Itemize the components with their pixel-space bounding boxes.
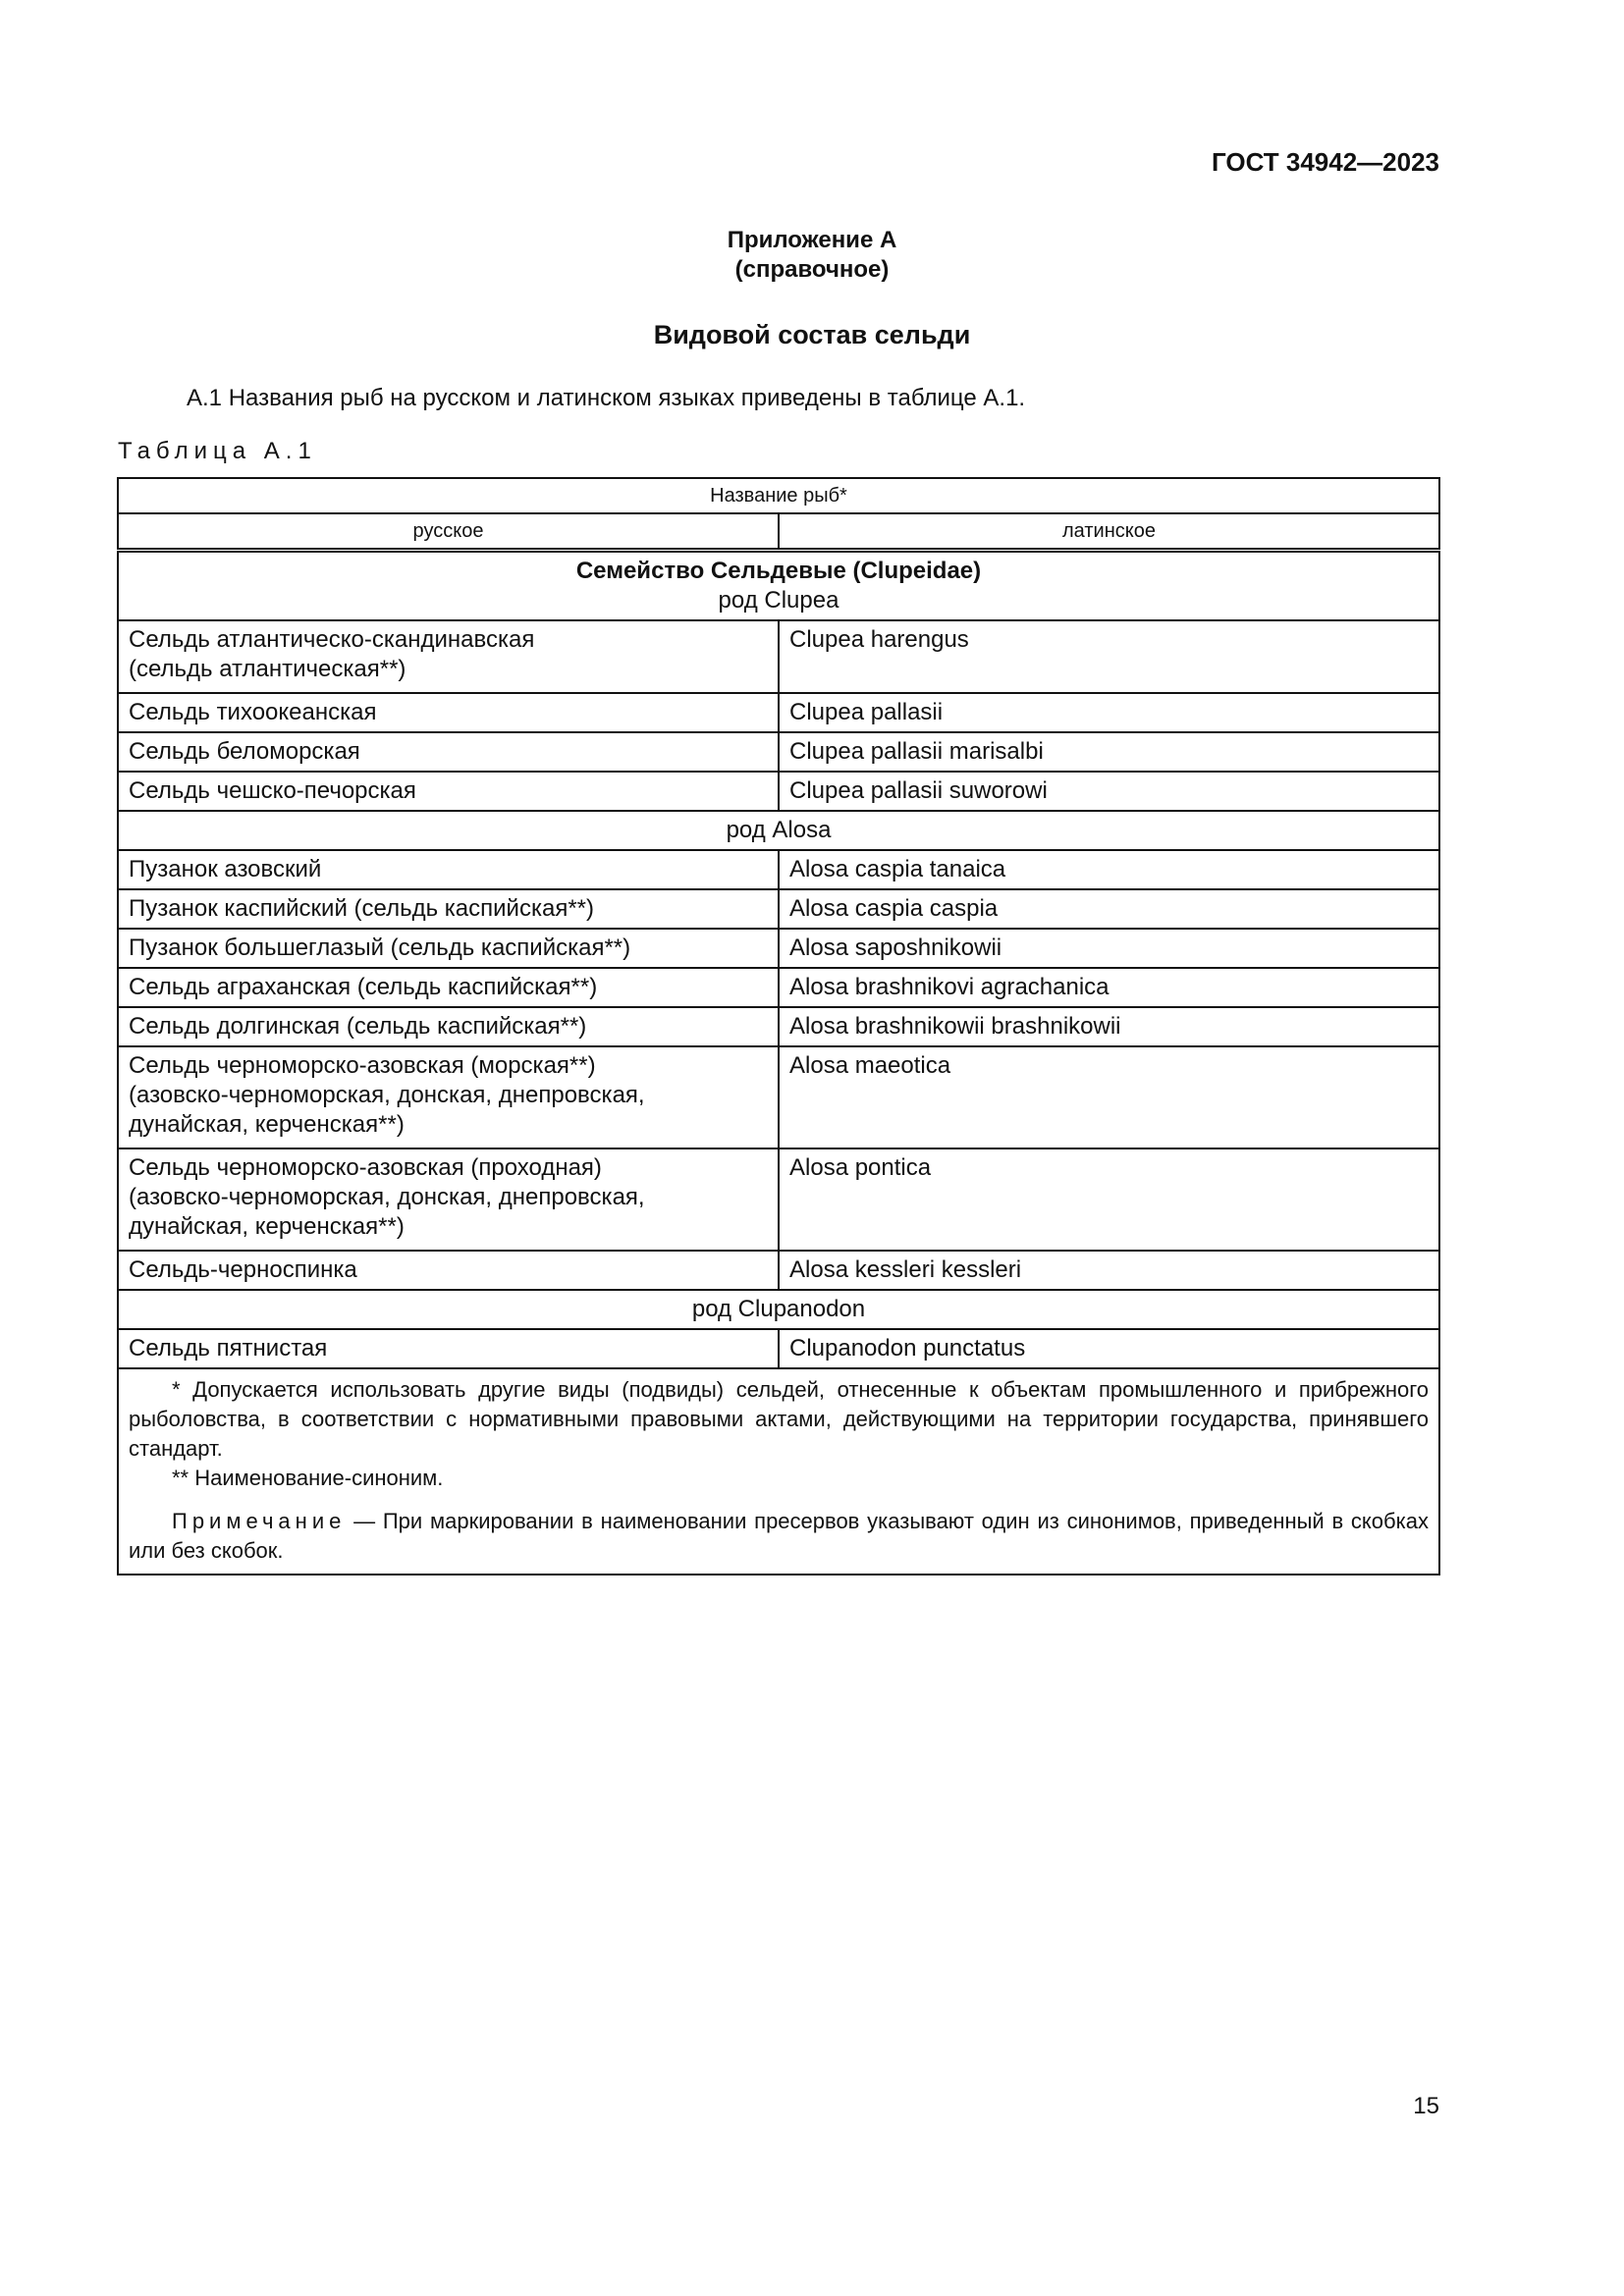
lat-name: Clupea pallasii marisalbi (779, 732, 1439, 772)
ru-name: Сельдь пятнистая (118, 1329, 779, 1368)
ru-name-line: Сельдь черноморско-азовская (проходная) (129, 1154, 602, 1181)
table-row (118, 968, 1439, 1007)
footnote-2: ** Наименование-синоним. (172, 1466, 444, 1490)
annex-heading (0, 226, 1624, 285)
lat-name: Clupea pallasii (779, 693, 1439, 732)
genus-clupea: род Clupea (718, 587, 839, 614)
ru-name (118, 620, 779, 693)
section-title: Видовой состав сельди (653, 320, 971, 349)
annex-subtitle: (справочное) (734, 256, 890, 283)
table-row (118, 1046, 1439, 1148)
lat-name: Alosa caspia tanaica (779, 850, 1439, 889)
ru-name: Сельдь аграханская (сельдь каспийская**) (118, 968, 779, 1007)
table-row (118, 1148, 1439, 1251)
ru-name: Сельдь чешско-печорская (118, 772, 779, 811)
table-row (118, 1007, 1439, 1046)
note-label: Примечание (172, 1509, 347, 1533)
lat-name: Alosa saposhnikowii (779, 929, 1439, 968)
ru-name-line: (азовско-черноморская, донская, днепровская, (129, 1184, 645, 1210)
species-table (117, 477, 1440, 1575)
header-latin: латинское (779, 513, 1439, 551)
genus-row (118, 1290, 1439, 1329)
table-note (129, 1507, 1429, 1566)
ru-name: Сельдь тихоокеанская (118, 693, 779, 732)
ru-name-line: (сельдь атлантическая**) (129, 656, 406, 682)
table-row (118, 889, 1439, 929)
lat-name: Clupea harengus (779, 620, 1439, 693)
annex-title: Приложение А (727, 227, 897, 253)
ru-name-line: дунайская, керченская**) (129, 1111, 405, 1138)
lat-name: Alosa caspia caspia (779, 889, 1439, 929)
footnote-row (118, 1368, 1439, 1575)
genus-row (118, 811, 1439, 850)
family-row (118, 551, 1439, 621)
page-number: 15 (1413, 2093, 1439, 2119)
ru-name: Пузанок азовский (118, 850, 779, 889)
footnotes-cell (118, 1368, 1439, 1575)
genus-clupanodon: род Clupanodon (118, 1290, 1439, 1329)
lat-name: Clupanodon punctatus (779, 1329, 1439, 1368)
genus-alosa: род Alosa (118, 811, 1439, 850)
ru-name: Пузанок большеглазый (сельдь каспийская**) (118, 929, 779, 968)
header-russian: русское (118, 513, 779, 551)
table-row (118, 929, 1439, 968)
ru-name-line: (азовско-черноморская, донская, днепровская, (129, 1082, 645, 1108)
ru-name-line: дунайская, керченская**) (129, 1213, 405, 1240)
lat-name: Clupea pallasii suworowi (779, 772, 1439, 811)
table-header-row (118, 478, 1439, 513)
ru-name: Сельдь беломорская (118, 732, 779, 772)
lat-name: Alosa maeotica (779, 1046, 1439, 1148)
ru-name (118, 1148, 779, 1251)
table-row (118, 772, 1439, 811)
table-row (118, 850, 1439, 889)
ru-name: Пузанок каспийский (сельдь каспийская**) (118, 889, 779, 929)
intro-paragraph: А.1 Названия рыб на русском и латинском языках приведены в таблице А.1. (187, 385, 1026, 411)
lat-name: Alosa kessleri kessleri (779, 1251, 1439, 1290)
table-row (118, 693, 1439, 732)
table-row (118, 1329, 1439, 1368)
table-subheader-row (118, 513, 1439, 551)
ru-name-line: Сельдь атлантическо-скандинавская (129, 626, 535, 653)
ru-name: Сельдь долгинская (сельдь каспийская**) (118, 1007, 779, 1046)
table-label: Таблица А.1 (118, 438, 317, 464)
note-text: — При маркировании в наименовании пресервов указывают один из синонимов, приведенный в скобках или без скобок. (129, 1509, 1429, 1563)
table-row (118, 1251, 1439, 1290)
ru-name: Сельдь-черноспинка (118, 1251, 779, 1290)
family-name: Семейство Сельдевые (Clupeidae) (575, 558, 982, 584)
header-fish-names: Название рыб* (118, 478, 1439, 513)
lat-name: Alosa brashnikowii brashnikowii (779, 1007, 1439, 1046)
lat-name: Alosa pontica (779, 1148, 1439, 1251)
table-row (118, 620, 1439, 693)
ru-name (118, 1046, 779, 1148)
ru-name-line: Сельдь черноморско-азовская (морская**) (129, 1052, 596, 1079)
family-cell (118, 551, 1439, 621)
table-row (118, 732, 1439, 772)
footnote-1: * Допускается использовать другие виды (подвиды) сельдей, отнесенные к объектам промышленного и прибрежного рыболовства, в соответствии с нормативными правовыми актами, действующими на территории государства, принявшего стандарт. (129, 1377, 1429, 1461)
document-code: ГОСТ 34942—2023 (1212, 147, 1439, 177)
lat-name: Alosa brashnikovi agrachanica (779, 968, 1439, 1007)
